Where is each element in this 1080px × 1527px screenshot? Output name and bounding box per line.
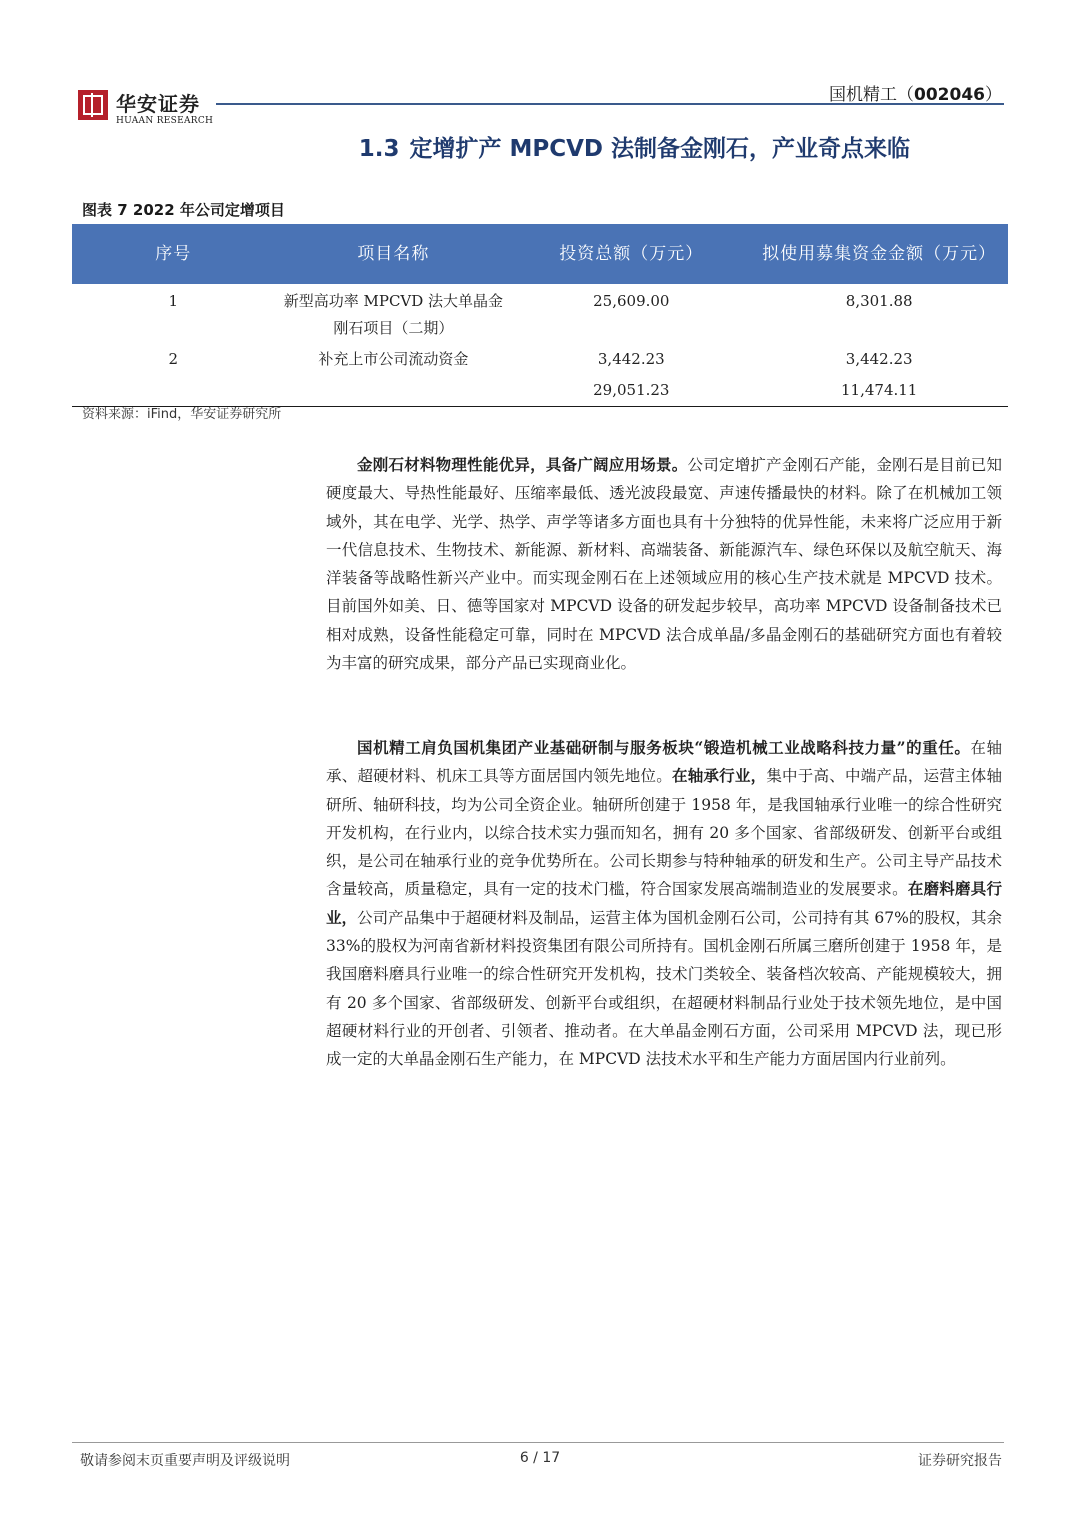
table-cell: 8,301.88 [845,292,913,310]
col-header-total-investment: 投资总额（万元） [512,224,750,284]
table-cell [275,375,513,407]
stock-code: 002046 [914,85,985,105]
figure-source: 资料来源：iFind，华安证券研究所 [82,407,282,422]
paragraph-text: 集中于高、中端产品，运营主体轴研所、轴研科技，均为公司全资企业。轴研所创建于 1958 年，是我国轴承行业唯一的综合性研究开发机构，在行业内，以综合技术实力强而知名，拥有 20 多个国家、省部级研发、创新平台或组织，是公司在轴承行业的竞争优势所在。公司长期参与特种轴承的研发和生产。公司主导产品技术含量较高，质量稳定，具有一定的技术门槛，符合国家发展高端制造业的发展要求。 [326,767,1002,899]
section-title [0,130,910,163]
table-cell: 1 [168,292,179,310]
table-row [72,284,1008,344]
col-header-index: 序号 [72,224,275,284]
paragraph-diamond-properties [326,451,1002,677]
paragraph-subhead-abrasives: 在磨料磨具行业， [326,879,1002,927]
company-name: 国机精工（ [829,85,915,105]
brand-name-en: HUAAN RESEARCH [116,116,214,126]
footer-report-type: 证券研究报告 [918,1453,1002,1469]
table-cell: 2 [168,350,179,368]
table-total-row [72,375,1008,407]
company-close: ） [985,85,1002,105]
paragraph-text: 在轴承、超硬材料、机床工具等方面居国内领先地位。 [326,739,1002,786]
figure-caption: 图表 7 2022 年公司定增项目 [82,201,285,219]
paragraph-company-overview [326,734,1002,1074]
footer-divider [72,1442,1004,1443]
huaan-logo-icon [78,90,108,120]
table-cell: 11,474.11 [750,375,1008,407]
table-header-row [72,224,1008,284]
table-cell: 25,609.00 [593,292,670,310]
table-cell: 29,051.23 [512,375,750,407]
col-header-raised-funds: 拟使用募集资金金额（万元） [750,224,1008,284]
paragraph-lead: 国机精工肩负国机集团产业基础研制与服务板块“锻造机械工业战略科技力量”的重任。 [357,738,971,757]
paragraph-subhead-bearing: 在轴承行业， [671,766,767,786]
page-number: 6 / 17 [519,1450,561,1466]
paragraph-text: 公司定增扩产金刚石产能，金刚石是目前已知硬度最大、导热性能最好、压缩率最低、透光波段最宽、声速传播最快的材料。除了在机械加工领域外，其在电学、光学、热学、声学等诸多方面也具有十分独特的优异性能，未来将广泛应用于新一代信息技术、生物技术、新能源、新材料、高端装备、新能源汽车、绿色环保以及航空航天、海洋装备等战略性新兴产业中。而实现金刚石在上述领域应用的核心生产技术就是 MPCVD 技术。目前国外如美、日、德等国家对 MPCVD 设备的研发起步较早，高功率 MPCVD 设备制备技术已相对成熟，设备性能稳定可靠，同时在 MPCVD 法合成单晶/多晶金刚石的基础研究方面也有着较为丰富的研究成果，部分产品已实现商业化。 [326,456,1002,673]
table-cell: 3,442.23 [845,350,913,368]
company-ticker [829,80,1002,105]
table-cell [72,375,275,407]
table-row [72,344,1008,375]
table-cell: 补充上市公司流动资金 [318,350,469,368]
table-cell: 3,442.23 [597,350,665,368]
table-cell: 新型高功率 MPCVD 法大单晶金刚石项目（二期） [283,292,504,337]
footer-disclaimer: 敬请参阅末页重要声明及评级说明 [80,1453,290,1469]
paragraph-text: 公司产品集中于超硬材料及制品，运营主体为国机金刚石公司，公司持有其 67%的股权，其余 33%的股权为河南省新材料投资集团有限公司所持有。国机金刚石所属三磨所创建于 1958 年，是我国磨料磨具行业唯一的综合性研究开发机构，技术门类较全、装备档次较高、产能规模较大，拥有 20 多个国家、省部级研发、创新平台或组织，在超硬材料制品行业处于技术领先地位，是中国超硬材料行业的开创者、引领者、推动者。在大单晶金刚石方面，公司采用 MPCVD 法，现已形成一定的大单晶金刚石生产能力，在 MPCVD 法技术水平和生产能力方面居国内行业前列。 [326,908,1002,1069]
placement-projects-table [72,224,1008,407]
section-number: 1.3 [358,136,400,162]
col-header-project: 项目名称 [275,224,513,284]
brand-name-cn: 华安证券 [116,92,200,116]
section-title-text: 定增扩产 MPCVD 法制备金刚石，产业奇点来临 [409,136,910,162]
paragraph-lead: 金刚石材料物理性能优异，具备广阔应用场景。 [357,455,688,474]
